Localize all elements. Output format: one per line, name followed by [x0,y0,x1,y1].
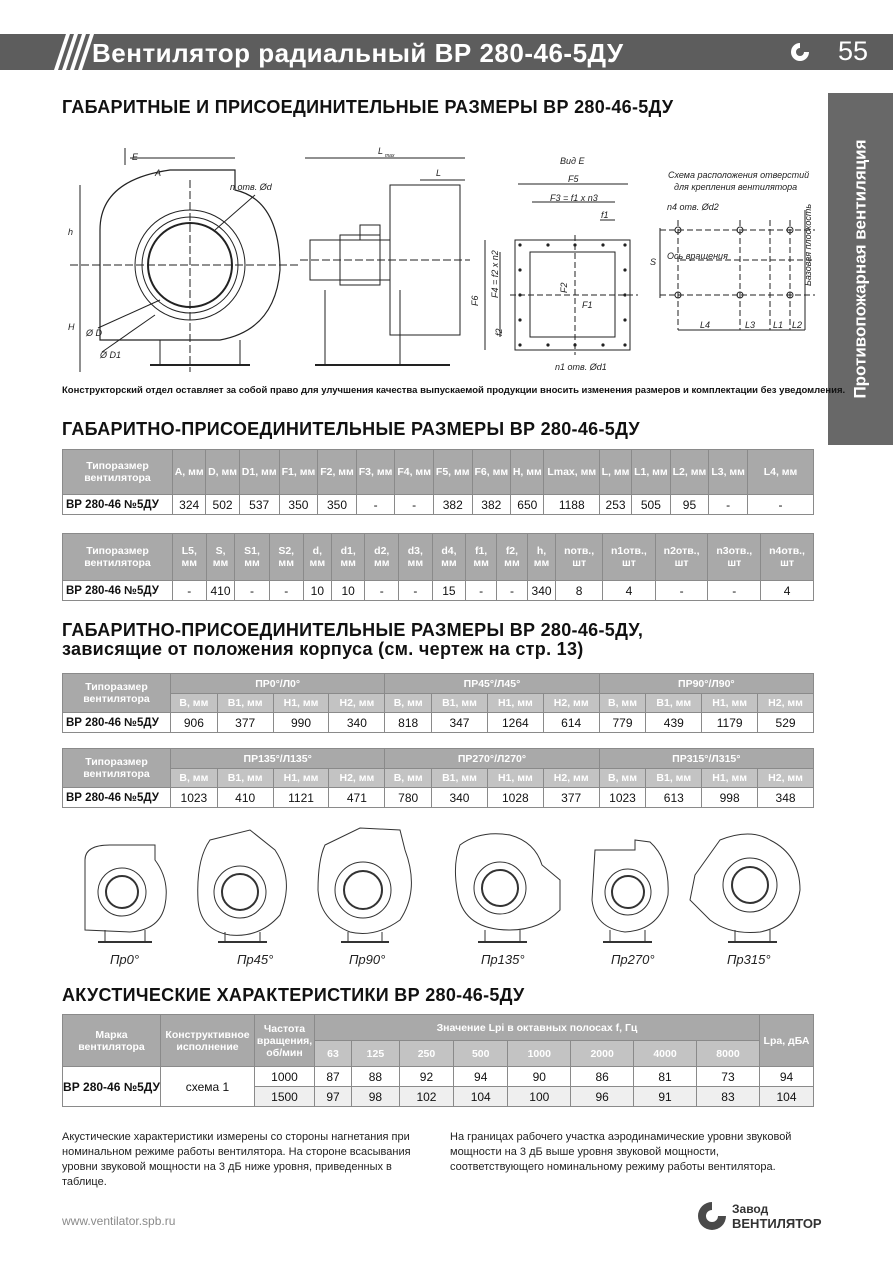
label-e: E [132,152,139,162]
position-label: Пр270° [611,952,655,967]
table2-header: S1, мм [235,534,269,581]
label-s: S [650,257,657,267]
fan-position-135 [455,834,560,942]
table2-cell: - [466,581,497,601]
label-a: A [155,168,162,178]
table1-header: F4, мм [395,450,434,495]
table2-cell: - [173,581,207,601]
table4-cell: 410 [217,788,273,808]
acoustic-band: 500 [454,1041,508,1067]
acoustic-cell: 83 [696,1087,759,1107]
table1-header: L2, мм [670,450,709,495]
table4-cell: 998 [702,788,758,808]
table3-row-name: ВР 280-46 №5ДУ [63,713,171,733]
label-f2-small: f2 [494,328,504,336]
table2-header: f1, мм [466,534,497,581]
table2-header: S2, мм [269,534,303,581]
table1-header: L, мм [600,450,632,495]
table3-cell: 340 [329,713,385,733]
table3-sub: H2, мм [758,694,814,713]
table1-header: F1, мм [279,450,318,495]
table1-cell: 650 [511,495,544,515]
table2-cell: 15 [432,581,466,601]
technical-drawing [60,140,820,380]
note-left: Акустические характеристики измерены со стороны нагнетания при номинальном режиме работы вентилятора. На стороне всасывания уровни звуковой мощности на 3 дБ ниже уровня, приведенных в таблице. [62,1131,411,1188]
table4-cell: 348 [758,788,814,808]
acoustic-cell: 87 [315,1067,352,1087]
table1-name-header: Типоразмер вентилятора [63,450,173,495]
table2-cell: 10 [331,581,365,601]
table4-cell: 1023 [599,788,646,808]
table3-cell: 779 [599,713,646,733]
table2-header: L5, мм [173,534,207,581]
table1-header: H, мм [511,450,544,495]
acoustic-freq-header: Частота вращения, об/мин [255,1015,315,1067]
table3-cell: 439 [646,713,702,733]
table3-cell: 1264 [487,713,543,733]
position-label: Пр0° [110,952,140,967]
table3-group: ПР90°/Л90° [599,674,813,694]
acoustic-cell: 97 [315,1087,352,1107]
table4-sub: B, мм [599,769,646,788]
acoustic-cell: 73 [696,1067,759,1087]
table3-group: ПР45°/Л45° [385,674,599,694]
acoustic-band: 63 [315,1041,352,1067]
position-label: Пр135° [481,952,525,967]
brand-logo-icon [788,40,812,64]
table4-sub: B, мм [171,769,218,788]
table2-cell: 340 [527,581,555,601]
table4-cell: 471 [329,788,385,808]
table1-cell: 324 [173,495,206,515]
table1-cell: - [709,495,748,515]
table-row [63,788,814,808]
footer-brand [696,1200,826,1234]
table3-name-header: Типоразмер вентилятора [63,674,171,713]
table2-header: n4отв., шт [761,534,814,581]
page-number: 55 [838,36,869,66]
table2-header: n1отв., шт [603,534,656,581]
label-l2: L2 [792,320,803,330]
table3-cell: 1179 [702,713,758,733]
label-lmax: L [378,146,384,156]
flange-view [485,184,638,355]
acoustic-band: 4000 [634,1041,697,1067]
table1-cell: - [748,495,814,515]
label-f1-small: f1 [601,210,609,220]
table2-header: nотв., шт [556,534,603,581]
table2-header: d2, мм [365,534,399,581]
brand-logo-icon [696,1200,728,1232]
label-l3: L3 [745,320,756,330]
table1-header: D1, мм [239,450,279,495]
table1-header: D, мм [206,450,239,495]
table2-cell: - [235,581,269,601]
acoustic-lpa: 104 [760,1087,814,1107]
position-table-2 [62,748,814,808]
label-l4: L4 [700,320,711,330]
label-l1: L1 [773,320,784,330]
table2-row-name: ВР 280-46 №5ДУ [63,581,173,601]
acoustic-band: 250 [399,1041,453,1067]
label-n-holes: n отв. Ød [230,182,272,192]
table2-cell: 4 [761,581,814,601]
disclaimer: Конструкторский отдел оставляет за собой право для улучшения качества выпускаемой продукции вносить изменения размеров и комплектации без уведомления. [62,385,846,396]
acoustic-lpa: 94 [760,1067,814,1087]
label-f3: F3 = f1 x n3 [550,193,598,203]
table3-sub: B1, мм [217,694,273,713]
table2-header: S, мм [206,534,235,581]
table4-cell: 340 [432,788,488,808]
table4-group: ПР135°/Л135° [171,749,385,769]
dimensions-table-1 [62,449,814,515]
table1-cell: 537 [239,495,279,515]
table3-group: ПР0°/Л0° [171,674,385,694]
fan-position-270 [592,840,668,942]
table4-cell: 1121 [273,788,329,808]
acoustic-rpm: 1000 [255,1067,315,1087]
acoustic-cell: 81 [634,1067,697,1087]
label-f6: F6 [470,295,480,306]
label-f5: F5 [568,174,579,184]
label-d: Ø D [86,328,103,338]
table2-cell: - [497,581,528,601]
table4-sub: B, мм [385,769,432,788]
table1-cell: 1188 [544,495,600,515]
table2-cell: - [399,581,433,601]
table4-sub: H1, мм [273,769,329,788]
table1-row-name: ВР 280-46 №5ДУ [63,495,173,515]
table3-sub: H2, мм [329,694,385,713]
table2-header: f2, мм [497,534,528,581]
table4-cell: 1028 [487,788,543,808]
table2-header: n3отв., шт [708,534,761,581]
fan-position-0 [85,845,166,942]
table2-header: d4, мм [432,534,466,581]
label-f4: F4 = f2 x n2 [490,250,500,298]
position-label: Пр45° [237,952,274,967]
table3-cell: 990 [273,713,329,733]
table2-cell: 410 [206,581,235,601]
brand-line1: Завод [732,1202,769,1216]
brand-line2: ВЕНТИЛЯТОР [732,1216,822,1231]
table1-cell: 95 [670,495,709,515]
table3-cell: 818 [385,713,432,733]
table4-name-header: Типоразмер вентилятора [63,749,171,788]
table3-cell: 377 [217,713,273,733]
table-row [63,495,814,515]
section-title-position [62,621,643,659]
note-right: На границах рабочего участка аэродинамические уровни звуковой мощности на 3 дБ выше уровня звуковой мощности, соответствующего номинальному режиму работы вентилятора. [450,1131,792,1173]
acoustic-cell: 91 [634,1087,697,1107]
acoustic-rpm: 1500 [255,1087,315,1107]
table1-header: F2, мм [318,450,357,495]
table3-sub: B, мм [171,694,218,713]
table1-cell: 382 [472,495,511,515]
label-n1-holes: n1 отв. Ød1 [555,362,607,372]
table4-sub: H1, мм [702,769,758,788]
section-title-connection: ГАБАРИТНО-ПРИСОЕДИНИТЕЛЬНЫЕ РАЗМЕРЫ ВР 280-46-5ДУ [62,419,640,439]
acoustic-band: 8000 [696,1041,759,1067]
table2-cell: - [365,581,399,601]
table1-cell: 350 [318,495,357,515]
table4-cell: 780 [385,788,432,808]
table1-header: L1, мм [632,450,671,495]
table2-cell: 8 [556,581,603,601]
table2-header: n2отв., шт [655,534,708,581]
table3-sub: H1, мм [273,694,329,713]
table3-cell: 529 [758,713,814,733]
acoustic-table [62,1014,814,1107]
table2-cell: - [655,581,708,601]
table-row [63,713,814,733]
section-tab-label: Противопожарная вентиляция [850,139,870,399]
label-axis: Ось вращения [667,251,728,261]
table1-cell: - [356,495,395,515]
table1-header: A, мм [173,450,206,495]
table2-cell: 4 [603,581,656,601]
table3-sub: H1, мм [487,694,543,713]
table4-sub: B1, мм [217,769,273,788]
table4-sub: H2, мм [758,769,814,788]
position-table-1 [62,673,814,733]
acoustic-exec-header: Конструктивное исполнение [161,1015,255,1067]
acoustic-band: 2000 [571,1041,634,1067]
table3-sub: H2, мм [543,694,599,713]
section3-line2: зависящие от положения корпуса (см. чертеж на стр. 13) [62,639,584,659]
table4-group: ПР315°/Л315° [599,749,813,769]
label-l: L [436,168,442,178]
label-base-plane: Базовая плоскость [803,203,813,286]
section3-line1: ГАБАРИТНО-ПРИСОЕДИНИТЕЛЬНЫЕ РАЗМЕРЫ ВР 280-46-5ДУ, [62,620,644,640]
position-drawings [60,820,820,955]
label-view-e: Вид Е [560,156,585,166]
table2-cell: - [708,581,761,601]
table1-cell: 505 [632,495,671,515]
side-view [300,158,470,365]
acoustic-cell: 86 [571,1067,634,1087]
table4-group: ПР270°/Л270° [385,749,599,769]
label-n4-holes: n4 отв. Ød2 [667,202,719,212]
table1-header: F6, мм [472,450,511,495]
table3-sub: B, мм [599,694,646,713]
acoustic-cell: 96 [571,1087,634,1107]
page-header [0,34,893,70]
page-title: Вентилятор радиальный ВР 280-46-5ДУ [92,38,624,68]
table3-cell: 614 [543,713,599,733]
acoustic-cell: 102 [399,1087,453,1107]
table4-sub: B1, мм [646,769,702,788]
position-label: Пр90° [349,952,386,967]
table4-cell: 377 [543,788,599,808]
table1-header: F3, мм [356,450,395,495]
table3-sub: B1, мм [646,694,702,713]
dimensions-table-2 [62,533,814,601]
table3-cell: 906 [171,713,218,733]
table2-name-header: Типоразмер вентилятора [63,534,173,581]
header-stripes [50,34,94,70]
table1-header: Lmax, мм [544,450,600,495]
acoustic-execution: схема 1 [161,1067,255,1107]
table4-sub: B1, мм [432,769,488,788]
table4-sub: H1, мм [487,769,543,788]
table3-sub: H1, мм [702,694,758,713]
table2-cell: 10 [303,581,331,601]
acoustic-lpa-header: Lpa, дБА [760,1015,814,1067]
acoustic-cell: 100 [508,1087,571,1107]
section-title-acoustic: АКУСТИЧЕСКИЕ ХАРАКТЕРИСТИКИ ВР 280-46-5ДУ [62,985,525,1005]
acoustic-lpi-header: Значение Lpi в октавных полосах f, Гц [315,1015,760,1041]
table2-header: d3, мм [399,534,433,581]
table3-cell: 347 [432,713,488,733]
fan-position-90 [318,828,411,942]
table2-header: h, мм [527,534,555,581]
table4-cell: 613 [646,788,702,808]
table3-sub: B, мм [385,694,432,713]
acoustic-band: 1000 [508,1041,571,1067]
table1-cell: 253 [600,495,632,515]
acoustic-brand: ВР 280-46 №5ДУ [63,1067,161,1107]
table1-header: L3, мм [709,450,748,495]
section-title-dimensions: ГАБАРИТНЫЕ И ПРИСОЕДИНИТЕЛЬНЫЕ РАЗМЕРЫ ВР 280-46-5ДУ [62,97,674,117]
acoustic-cell: 92 [399,1067,453,1087]
acoustic-cell: 104 [454,1087,508,1107]
table4-row-name: ВР 280-46 №5ДУ [63,788,171,808]
label-lmax-sub: max [385,153,395,159]
table1-cell: - [395,495,434,515]
table1-cell: 502 [206,495,239,515]
label-scheme-line1: Схема расположения отверстий [668,170,810,180]
fan-position-315 [690,834,800,942]
acoustic-cell: 90 [508,1067,571,1087]
table1-cell: 350 [279,495,318,515]
table-row [63,1067,814,1087]
fan-position-45 [198,830,287,942]
table4-cell: 1023 [171,788,218,808]
table2-header: d1, мм [331,534,365,581]
acoustic-cell: 98 [352,1087,400,1107]
table1-cell: 382 [433,495,472,515]
label-h-small: h [68,227,74,237]
table4-sub: H2, мм [329,769,385,788]
label-f2: F2 [559,282,569,293]
label-scheme-line2: для крепления вентилятора [674,182,798,192]
table4-sub: H2, мм [543,769,599,788]
label-h-large: H [68,322,75,332]
table1-header: F5, мм [433,450,472,495]
footer-url[interactable]: www.ventilator.spb.ru [62,1214,176,1228]
label-d1: Ø D1 [100,350,122,360]
table-row [63,581,814,601]
table2-cell: - [269,581,303,601]
acoustic-brand-header: Марка вентилятора [63,1015,161,1067]
table3-sub: B1, мм [432,694,488,713]
label-f1: F1 [582,300,593,310]
table2-header: d, мм [303,534,331,581]
table1-header: L4, мм [748,450,814,495]
acoustic-cell: 94 [454,1067,508,1087]
acoustic-cell: 88 [352,1067,400,1087]
position-label: Пр315° [727,952,771,967]
acoustic-band: 125 [352,1041,400,1067]
